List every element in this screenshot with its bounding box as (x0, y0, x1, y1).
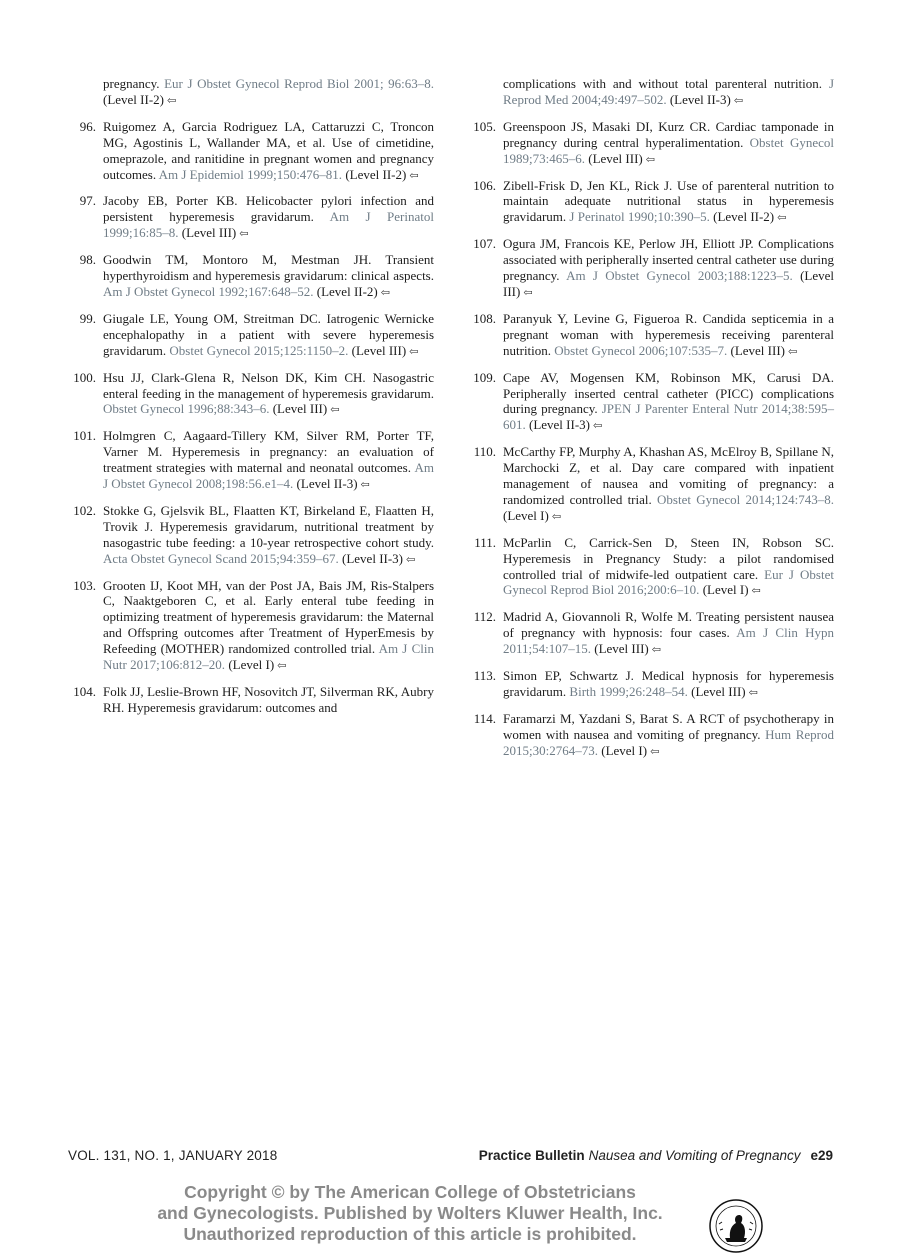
reference-journal-link[interactable]: Eur J Obstet Gynecol Reprod Biol 2016;200:6–10. (503, 566, 834, 598)
back-arrow-icon[interactable]: ⇦ (380, 286, 390, 299)
reference-evidence-level (598, 743, 659, 758)
evidence-level-text: (Level I) (225, 657, 275, 673)
reference-text: Greenspoon JS, Masaki DI, Kurz CR. Cardiac tamponade in pregnancy during central hyperalimentation. (503, 118, 834, 150)
reference-number: 99. (79, 310, 96, 326)
back-arrow-icon[interactable]: ⇦ (551, 510, 562, 523)
reference-evidence-level (585, 151, 655, 166)
evidence-level-text: (Level II-3) (666, 91, 731, 107)
reference-text: McParlin C, Carrick-Sen D, Steen IN, Robson SC. Hyperemesis in Pregnancy Study: a pilot randomised controlled trial of midwife-led outpatient care. (503, 534, 834, 582)
evidence-level-text: (Level III) (687, 684, 746, 699)
reference-item (468, 370, 834, 436)
back-arrow-icon[interactable]: ⇦ (239, 228, 249, 241)
reference-text: complications with and without total parenteral nutrition. (503, 76, 829, 91)
evidence-level-text: (Level I) (503, 507, 549, 523)
back-arrow-icon[interactable]: ⇦ (360, 479, 370, 492)
reference-number: 98. (79, 252, 96, 268)
evidence-level-text: (Level III) (591, 641, 649, 657)
reference-text: Jacoby EB, Porter KB. Helicobacter pylori infection and persistent hyperemesis gravidarum. (103, 193, 434, 225)
reference-text: Folk JJ, Leslie-Brown HF, Nosovitch JT, Silverman RK, Aubry RH. Hyperemesis gravidarum: outcomes and (103, 684, 434, 715)
reference-number: 103. (73, 577, 96, 593)
evidence-level-text: (Level II-2) (709, 209, 775, 225)
reference-item (68, 684, 434, 716)
reference-journal-link[interactable]: Obstet Gynecol 2015;125:1150–2. (169, 342, 349, 358)
footer-subtitle: Nausea and Vomiting of Pregnancy (588, 1148, 801, 1163)
page-number: e29 (810, 1148, 833, 1163)
reference-journal-link[interactable]: Obstet Gynecol 2014;124:743–8. (657, 491, 834, 507)
reference-item (68, 193, 434, 243)
reference-text: pregnancy. (103, 76, 165, 91)
reference-evidence-level (526, 417, 602, 432)
footer-bulletin: Practice Bulletin (478, 1148, 585, 1163)
reference-item (68, 252, 434, 302)
reference-item (468, 535, 834, 601)
back-arrow-icon[interactable]: ⇦ (330, 404, 340, 417)
evidence-level-text: (Level III) (584, 150, 643, 166)
acog-seal-icon (708, 1198, 764, 1254)
footer-running-title (479, 1148, 833, 1163)
reference-evidence-level (348, 343, 418, 358)
reference-text: Grooten IJ, Koot MH, van der Post JA, Bais JM, Ris-Stalpers C, Naaktgeboren C, et al. Early enteral tube feeding in optimizing treatment of hyperemesis gravidarum: the Maternal and Offspring outcomes after Treatment of HyperEmesis by Refeeding (MOTHER) randomized controlled trial. (103, 577, 434, 657)
evidence-level-text: (Level II-3) (338, 550, 404, 566)
reference-item (468, 178, 834, 228)
back-arrow-icon[interactable]: ⇦ (777, 212, 787, 225)
reference-evidence-level (293, 476, 369, 491)
copyright-line-3: Unauthorized reproduction of this article is prohibited. (183, 1224, 637, 1244)
reference-journal-link[interactable]: Obstet Gynecol 1996;88:343–6. (103, 401, 270, 417)
reference-text: Ogura JM, Francois KE, Perlow JH, Elliott JP. Complications associated with peripherally inserted central catheter use during pregnancy. (503, 236, 835, 284)
evidence-level-text: (Level II-3) (525, 417, 590, 433)
reference-text: Paranyuk Y, Levine G, Figueroa R. Candida septicemia in a pregnant woman with hyperemesis receiving parenteral nutrition. (503, 310, 834, 358)
reference-number: 100. (73, 369, 96, 385)
reference-journal-link[interactable]: J Perinatol 1990;10:390–5. (569, 209, 710, 225)
reference-evidence-level (591, 641, 661, 656)
back-arrow-icon[interactable]: ⇦ (167, 94, 177, 107)
reference-text: Holmgren C, Aagaard-Tillery KM, Silver RM, Porter TF, Varner M. Hyperemesis in pregnancy: an evaluation of treatment strategies with maternal and neonatal outcomes. (103, 428, 434, 476)
reference-item (68, 311, 434, 361)
reference-number: 108. (473, 310, 496, 326)
reference-text: Hsu JJ, Clark-Glena R, Nelson DK, Kim CH. Nasogastric enteral feeding in the management of hyperemesis gravidarum. (103, 369, 434, 401)
reference-evidence-level (688, 684, 758, 699)
copyright-line-1: Copyright © by The American College of Obstetricians (184, 1182, 636, 1202)
reference-journal-link[interactable]: Acta Obstet Gynecol Scand 2015;94:359–67. (103, 550, 339, 566)
reference-evidence-level (503, 508, 561, 523)
reference-evidence-level (103, 92, 176, 107)
reference-text: Faramarzi M, Yazdani S, Barat S. A RCT of psychotherapy in women with nausea and vomiting of pregnancy. (503, 710, 834, 742)
reference-number: 110. (473, 444, 496, 460)
evidence-level-text: (Level III) (503, 268, 835, 299)
back-arrow-icon[interactable]: ⇦ (733, 94, 744, 107)
evidence-level-text: (Level III) (348, 342, 407, 358)
reference-evidence-level (342, 167, 418, 182)
reference-item (468, 609, 834, 659)
reference-item (468, 119, 834, 169)
reference-item (68, 503, 434, 569)
reference-journal-link[interactable]: Eur J Obstet Gynecol Reprod Biol 2001; 96:63–8. (164, 76, 434, 91)
reference-item (68, 119, 434, 185)
reference-number: 102. (73, 502, 96, 518)
reference-text: Cape AV, Mogensen KM, Robinson MK, Carusi DA. Peripherally inserted central catheter (PICC) complications during pregnancy. (503, 369, 834, 417)
reference-text: Zibell-Frisk D, Jen KL, Rick J. Use of parenteral nutrition to maintain adequate nutritional status in hyperemesis gravidarum. (503, 177, 834, 225)
reference-evidence-level (727, 343, 797, 358)
reference-item (68, 428, 434, 494)
reference-item (468, 711, 834, 761)
reference-journal-link[interactable]: Am J Obstet Gynecol 1992;167:648–52. (103, 283, 314, 299)
reference-number: 114. (473, 710, 496, 726)
reference-evidence-level (710, 209, 786, 224)
back-arrow-icon[interactable]: ⇦ (645, 153, 655, 166)
reference-journal-link[interactable]: J Reprod Med 2004;49:497–502. (503, 76, 834, 107)
reference-text: Stokke G, Gjelsvik BL, Flaatten KT, Birkeland E, Flaatten H, Trovik J. Hyperemesis gravidarum, nutritional treatment by nasogastric tube feeding: a 10-year retrospective cohort study. (103, 502, 434, 550)
reference-item (468, 311, 834, 361)
evidence-level-text: (Level II-2) (313, 283, 378, 299)
back-arrow-icon[interactable]: ⇦ (650, 745, 660, 758)
reference-journal-link[interactable]: Am J Perinatol 1999;16:85–8. (103, 209, 434, 241)
evidence-level-text: (Level I) (597, 742, 648, 758)
reference-number: 97. (79, 193, 96, 209)
evidence-level-text: (Level III) (269, 401, 328, 417)
reference-text: Giugale LE, Young OM, Streitman DC. Iatrogenic Wernicke encephalopathy in a patient with severe hyperemesis gravidarum. (103, 310, 434, 358)
back-arrow-icon[interactable]: ⇦ (748, 687, 758, 699)
reference-journal-link[interactable]: Obstet Gynecol 1989;73:465–6. (503, 134, 834, 166)
reference-item (68, 370, 434, 420)
reference-number: 96. (79, 118, 96, 134)
back-arrow-icon[interactable]: ⇦ (406, 553, 416, 566)
back-arrow-icon[interactable]: ⇦ (651, 644, 661, 657)
back-arrow-icon[interactable]: ⇦ (277, 660, 287, 673)
reference-number: 104. (73, 684, 96, 699)
reference-number: 111. (474, 534, 496, 550)
copyright-line-2: and Gynecologists. Published by Wolters Kluwer Health, Inc. (157, 1203, 663, 1223)
back-arrow-icon[interactable]: ⇦ (788, 345, 798, 358)
reference-text: Madrid A, Giovannoli R, Wolfe M. Treating persistent nausea of pregnancy with hypnosis: four cases. (503, 609, 834, 641)
reference-item (68, 578, 434, 675)
reference-journal-link[interactable]: Birth 1999;26:248–54. (569, 684, 688, 699)
reference-text: McCarthy FP, Murphy A, Khashan AS, McElroy B, Spillane N, Marchocki Z, et al. Day care compared with inpatient management of nausea and vomiting of pregnancy: a randomized controlled trial. (503, 444, 834, 507)
reference-journal-link[interactable]: Hum Reprod 2015;30:2764–73. (503, 726, 834, 758)
back-arrow-icon[interactable]: ⇦ (409, 169, 419, 182)
evidence-level-text: (Level II-2) (103, 91, 164, 107)
reference-evidence-level (667, 92, 743, 107)
copyright-notice (120, 1182, 700, 1245)
reference-number: 101. (73, 428, 96, 444)
reference-journal-link[interactable]: Am J Clin Hypn 2011;54:107–15. (503, 625, 834, 657)
reference-evidence-level (314, 284, 390, 299)
evidence-level-text: (Level I) (699, 582, 749, 598)
reference-item (68, 76, 434, 110)
evidence-level-text: (Level III) (178, 225, 237, 241)
back-arrow-icon[interactable]: ⇦ (409, 345, 419, 358)
reference-journal-link[interactable]: Am J Obstet Gynecol 2003;188:1223–5. (566, 268, 793, 284)
evidence-level-text: (Level II-3) (293, 476, 358, 492)
evidence-level-text: (Level III) (727, 342, 785, 358)
reference-number: 112. (473, 609, 496, 625)
reference-journal-link[interactable]: JPEN J Parenter Enteral Nutr 2014;38:595–601. (503, 401, 834, 433)
references-left-column (68, 76, 434, 725)
page-footer (68, 1148, 833, 1166)
reference-item (468, 236, 834, 302)
reference-evidence-level (225, 657, 286, 672)
reference-number: 105. (473, 118, 496, 134)
reference-text: Simon EP, Schwartz J. Medical hypnosis for hyperemesis gravidarum. (503, 668, 834, 699)
back-arrow-icon[interactable]: ⇦ (523, 286, 533, 299)
reference-journal-link[interactable]: Am J Obstet Gynecol 2008;198:56.e1–4. (103, 460, 434, 492)
evidence-level-text: (Level II-2) (342, 166, 407, 182)
reference-journal-link[interactable]: Am J Clin Nutr 2017;106:812–20. (103, 641, 434, 673)
reference-journal-link[interactable]: Am J Epidemiol 1999;150:476–81. (158, 166, 343, 182)
reference-evidence-level (269, 401, 339, 416)
reference-evidence-level (178, 225, 248, 240)
back-arrow-icon[interactable]: ⇦ (593, 420, 603, 433)
reference-number: 113. (473, 668, 496, 684)
reference-text: Ruigomez A, Garcia Rodriguez LA, Cattaruzzi C, Troncon MG, Agostinis L, Wallander MA, et al. Use of cimetidine, omeprazole, and ranitidine in pregnant women and pregnancy outcomes. (103, 118, 434, 182)
reference-number: 106. (473, 177, 496, 193)
reference-evidence-level (699, 582, 760, 597)
reference-number: 109. (473, 369, 496, 385)
reference-item (468, 76, 834, 110)
reference-number: 107. (473, 236, 496, 252)
reference-item (468, 668, 834, 702)
references-right-column (468, 76, 834, 770)
reference-text: Goodwin TM, Montoro M, Mestman JH. Transient hyperthyroidism and hyperemesis gravidarum: clinical aspects. (103, 252, 434, 284)
reference-journal-link[interactable]: Obstet Gynecol 2006;107:535–7. (554, 342, 728, 358)
footer-volume: VOL. 131, NO. 1, JANUARY 2018 (68, 1148, 278, 1163)
reference-item (468, 444, 834, 526)
reference-evidence-level (339, 551, 415, 566)
back-arrow-icon[interactable]: ⇦ (751, 585, 761, 598)
